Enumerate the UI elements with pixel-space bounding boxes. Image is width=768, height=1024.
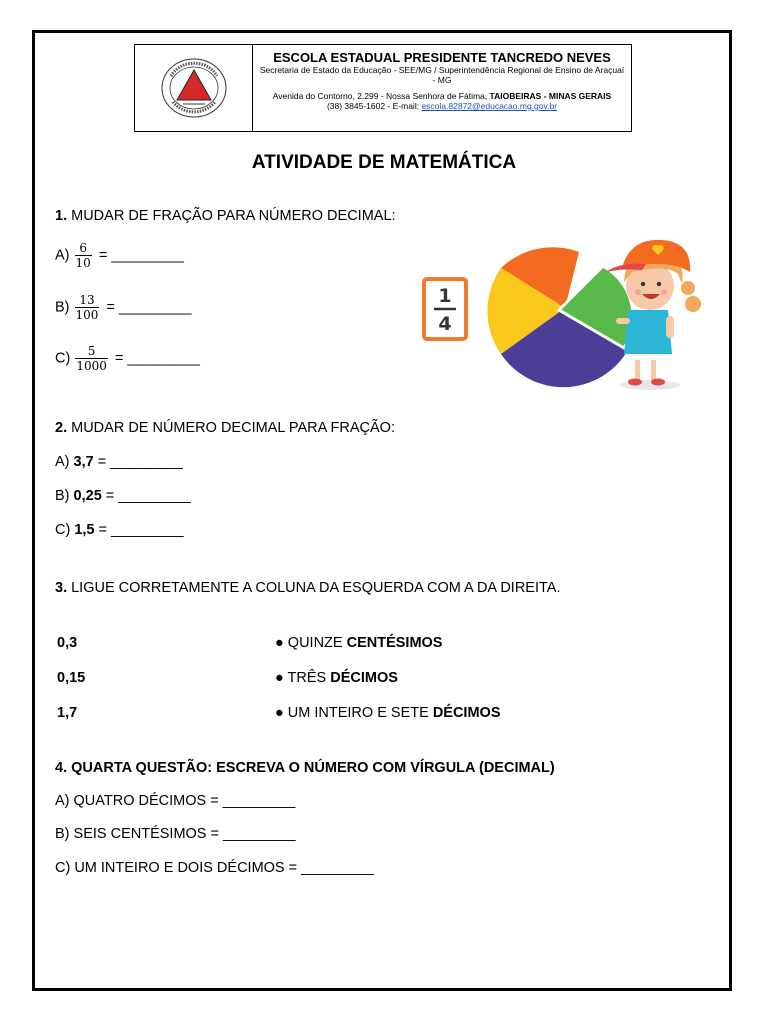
- q1-item-b: [55, 293, 192, 322]
- q1-number: 1.: [55, 208, 68, 224]
- logo-cell: [135, 45, 253, 131]
- q3-number: 3.: [55, 580, 68, 596]
- school-seal-logo: [159, 56, 229, 120]
- option-text: UM INTEIRO E SETE: [283, 705, 433, 721]
- q3-heading: [55, 580, 560, 596]
- q4-item: A) QUATRO DÉCIMOS = _________: [55, 793, 296, 809]
- option-bold: DÉCIMOS: [432, 705, 501, 721]
- q1-item-label: C): [55, 350, 71, 367]
- email-link[interactable]: escola.82872@educacao.mg.gov.br: [421, 101, 558, 111]
- q1-item-c: [55, 344, 200, 373]
- numerator: 13: [75, 293, 100, 308]
- fraction-illustration: [410, 232, 712, 400]
- denominator: 100: [75, 308, 99, 322]
- numerator: 5: [75, 344, 108, 359]
- q3-right-option: [275, 670, 398, 686]
- q4-heading: 4. QUARTA QUESTÃO: ESCREVA O NÚMERO COM VÍRGULA (DECIMAL): [55, 760, 555, 776]
- answer-blank: = _________: [94, 522, 184, 538]
- q1-item-label: A): [55, 247, 70, 264]
- q4-item: B) SEIS CENTÉSIMOS = _________: [55, 826, 296, 842]
- school-name: ESCOLA ESTADUAL PRESIDENTE TANCREDO NEVES: [273, 50, 611, 65]
- school-header: [134, 44, 632, 132]
- option-bold: CENTÉSIMOS: [346, 635, 443, 651]
- q3-left-value: 0,15: [57, 670, 86, 686]
- q2-heading: [55, 420, 395, 436]
- school-info: [253, 45, 631, 131]
- fraction-card: [424, 279, 466, 339]
- bullet-icon: ●: [275, 635, 284, 651]
- contact-line: [259, 101, 625, 111]
- q2-item-label: C): [55, 522, 75, 538]
- option-text: QUINZE: [283, 635, 347, 651]
- address-prefix: Avenida do Contorno, 2.299 - Nossa Senhora de Fátima,: [272, 91, 488, 101]
- secretaria-text: Secretaria de Estado da Educação - SEE/MG / Superintendência Regional de Ensino de Araçuaí - MG: [259, 65, 625, 85]
- q3-text: LIGUE CORRETAMENTE A COLUNA DA ESQUERDA COM A DA DIREITA.: [67, 580, 561, 596]
- q2-item-value: 0,25: [73, 488, 102, 504]
- q2-text: MUDAR DE NÚMERO DECIMAL PARA FRAÇÃO:: [67, 420, 395, 436]
- fraction-card-numerator: 1: [438, 285, 452, 307]
- answer-blank: = _________: [106, 299, 192, 316]
- q2-item-label: B): [55, 488, 74, 504]
- q2-item-c: [55, 522, 184, 538]
- fraction: [75, 293, 100, 322]
- q2-item-b: [55, 488, 191, 504]
- option-text: TRÊS: [283, 670, 331, 686]
- bullet-icon: ●: [275, 670, 284, 686]
- denominator: 1000: [76, 359, 107, 373]
- phone-email-prefix: (38) 3845-1602 - E-mail:: [326, 101, 420, 111]
- address-line: [259, 91, 625, 101]
- pie-chart-graphic: [487, 247, 633, 387]
- q2-item-value: 1,5: [74, 522, 95, 538]
- q3-left-value: 1,7: [57, 705, 78, 721]
- q2-number: 2.: [55, 420, 68, 436]
- page-border: [32, 30, 732, 991]
- option-bold: DÉCIMOS: [330, 670, 398, 686]
- q4-item: C) UM INTEIRO E DOIS DÉCIMOS = _________: [55, 860, 374, 876]
- q3-right-option: [275, 705, 500, 721]
- fraction: [75, 241, 92, 270]
- q2-item-label: A): [55, 454, 74, 470]
- q1-heading: [55, 208, 396, 224]
- numerator: 6: [75, 241, 92, 256]
- q2-item-a: [55, 454, 183, 470]
- fraction: [75, 344, 108, 373]
- answer-blank: = _________: [98, 247, 184, 264]
- q1-item-label: B): [55, 299, 70, 316]
- fraction-card-denominator: 4: [438, 313, 452, 335]
- q1-item-a: [55, 241, 184, 270]
- answer-blank: = _________: [114, 350, 200, 367]
- denominator: 10: [75, 256, 91, 270]
- answer-blank: = _________: [93, 454, 183, 470]
- page-title: ATIVIDADE DE MATEMÁTICA: [251, 152, 517, 173]
- q3-left-value: 0,3: [57, 635, 78, 651]
- answer-blank: = _________: [101, 488, 191, 504]
- address-city: TAIOBEIRAS - MINAS GERAIS: [489, 91, 612, 101]
- bullet-icon: ●: [275, 705, 284, 721]
- q1-text: MUDAR DE FRAÇÃO PARA NÚMERO DECIMAL:: [67, 208, 396, 224]
- q3-right-option: [275, 635, 442, 651]
- q2-item-value: 3,7: [73, 454, 94, 470]
